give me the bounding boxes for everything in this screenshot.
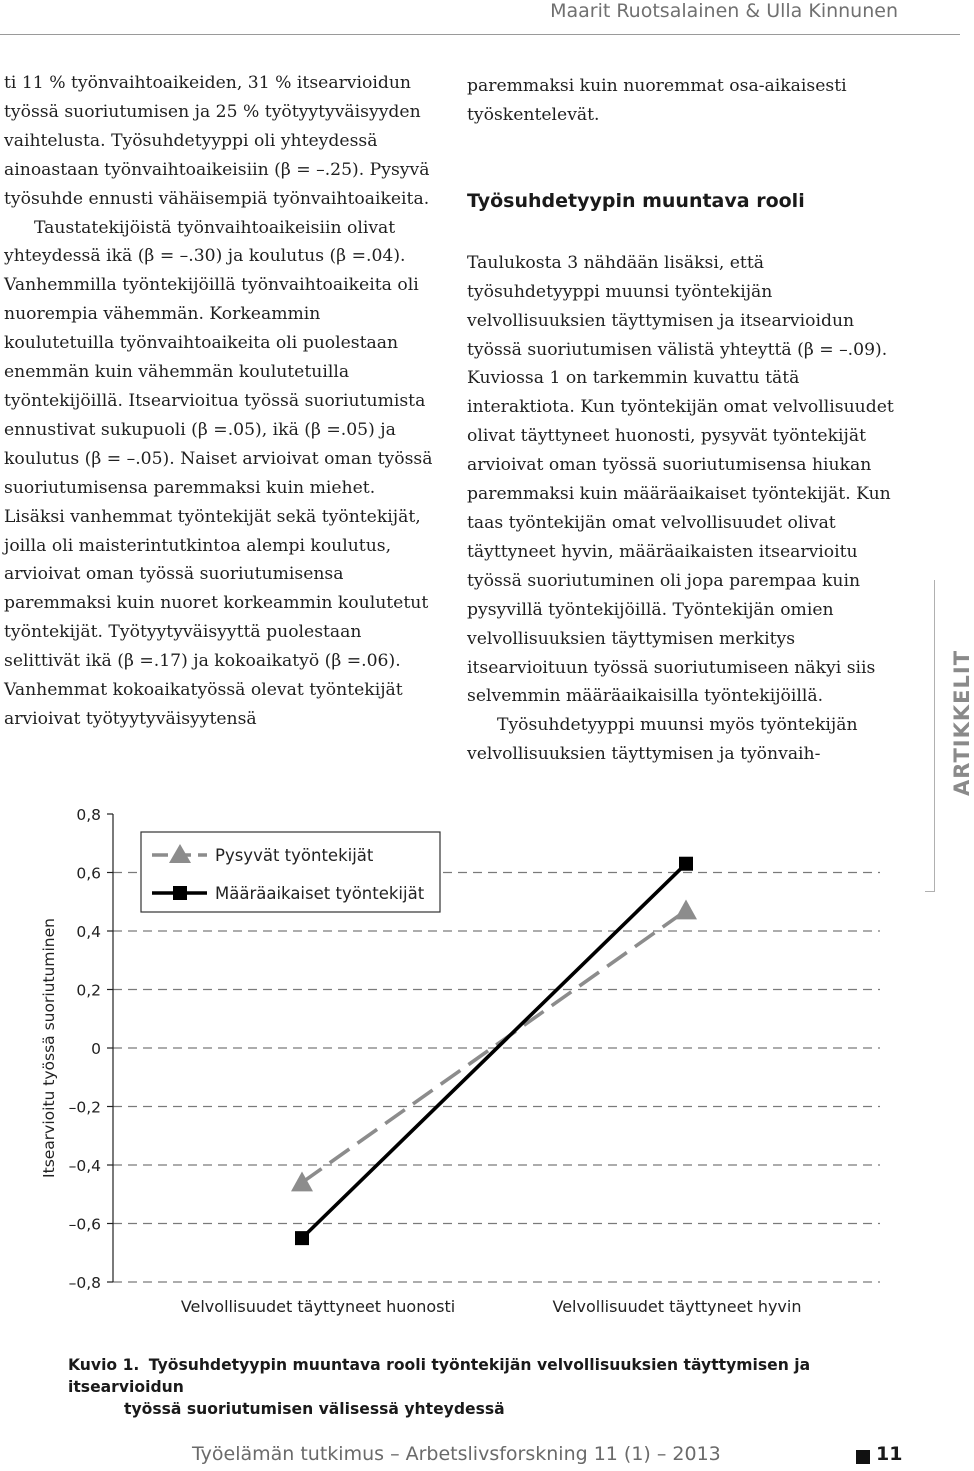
legend-label: Pysyvät työntekijät [215,846,374,865]
figure-caption [68,1354,898,1420]
y-tick-label: 0,2 [76,981,101,1000]
chart-legend [141,832,440,912]
series-line [302,864,686,1238]
y-tick-label: –0,6 [68,1215,101,1234]
left-text-column [4,69,434,734]
figure-caption-line-2: työssä suoriutumisen välisessä yhteydessä [124,1400,505,1418]
y-tick-label: 0 [91,1040,101,1058]
legend-swatch-square [173,886,187,900]
footer-square-icon [856,1450,870,1464]
series-point-square [679,857,693,871]
chart-grid [113,873,880,1283]
page-number: 11 [876,1443,903,1465]
figure-caption-line-1: Työsuhdetyypin muuntava rooli työntekijän velvollisuuksien täyttymisen ja itsearvioidun [68,1356,811,1396]
series-line [302,911,686,1183]
x-category-label: Velvollisuudet täyttyneet hyvin [552,1297,802,1316]
left-paragraph-1: ti 11 % työnvaihtoaikeiden, 31 % itsearvioidun työssä suoriutumisen ja 25 % työtyytyväisyyden vaihtelusta. Työsuhdetyyppi oli yhteydessä ainoastaan työnvaihtoaikeisiin (β = –.25). Pysyvä työsuhde ennusti vähäisempiä työnvaihtoaikeita. [4,73,430,209]
section-side-tag-text: ARTIKKELIT [950,649,974,796]
y-axis-title: Itsearvioitu työssä suoriutuminen [40,918,58,1178]
series-point-square [295,1231,309,1245]
legend-label: Määräaikaiset työntekijät [215,884,425,903]
chart-series [291,857,697,1245]
x-category-label: Velvollisuudet täyttyneet huonosti [180,1297,456,1316]
right-paragraph-2: Taulukosta 3 nähdään lisäksi, että työsuhdetyyppi muunsi työntekijän velvollisuuksien täyttymisen ja itsearvioidun työssä suoriutumisen välistä yhteyttä (β = –.09). Kuviossa 1 on tarkemmin kuvattu tätä interaktiota. Kun työntekijän omat velvollisuudet olivat täyttyneet huonosti, pysyvät työntekijät arvioivat oman työssä suoriutumisensa hiukan paremmaksi kuin määräaikaiset työntekijät. Kun taas työntekijän omat velvollisuudet olivat täyttyneet hyvin, määräaikaisten itsearvioitu työssä suoriutuminen oli jopa parempaa kuin pysyvillä työntekijöillä. Työntekijän omien velvollisuuksien täyttymisen merkitys itsearvioituun työssä suoriutumiseen näkyi siis selvemmin määräaikaisilla työntekijöillä. [467,252,894,707]
section-heading: Työsuhdetyypin muuntava rooli [467,189,805,212]
series-point-triangle [675,900,697,920]
footer-journal: Työelämän tutkimus – Arbetslivsforskning 11 (1) – 2013 [192,1443,721,1465]
y-tick-label: –0,2 [68,1098,101,1117]
left-paragraph-2: Taustatekijöistä työnvaihtoaikeisiin olivat yhteydessä ikä (β = –.30) ja koulutus (β =.04). Vanhemmilla työntekijöillä työnvaihtoaikeita oli nuorempia vähemmän. Korkeammin koulutetuilla työnvaihtoaikeita oli puolestaan enemmän kuin vähemmän koulutetuilla työntekijöillä. Itsearvioitua työssä suoriutumista ennustivat sukupuoli (β =.05), ikä (β =.05) ja koulutus (β = –.05). Naiset arvioivat oman työssä suoriutumisensa paremmaksi kuin miehet. Lisäksi vanhemmat työntekijät sekä työntekijät, joilla oli maisterintutkintoa alempi koulutus, arvioivat oman työssä suoriutumisensa paremmaksi kuin nuoret korkeammin koulutetut työntekijät. Työtyytyväisyyttä puolestaan selittivät ikä (β =.17) ja kokoaikatyö (β =.06). Vanhemmat kokoaikatyössä olevat työntekijät arvioivat työtyytyväisyytensä [4,217,433,729]
figure-caption-label: Kuvio 1. [68,1356,140,1374]
running-header-author: Maarit Ruotsalainen & Ulla Kinnunen [550,0,898,22]
interaction-chart [0,780,960,1340]
right-text-column [467,72,899,769]
series-point-triangle [291,1172,313,1192]
right-paragraph-3: Työsuhdetyyppi muunsi myös työntekijän velvollisuuksien täyttymisen ja työnvaih- [467,715,858,765]
header-rule [0,34,960,35]
y-tick-label: 0,6 [76,864,101,883]
y-tick-label: 0,8 [76,806,101,824]
y-tick-label: 0,4 [76,923,101,941]
right-paragraph-1: paremmaksi kuin nuoremmat osa-aikaisesti työskentelevät. [467,76,847,125]
y-tick-label: –0,8 [68,1274,101,1292]
y-tick-label: –0,4 [68,1157,101,1175]
